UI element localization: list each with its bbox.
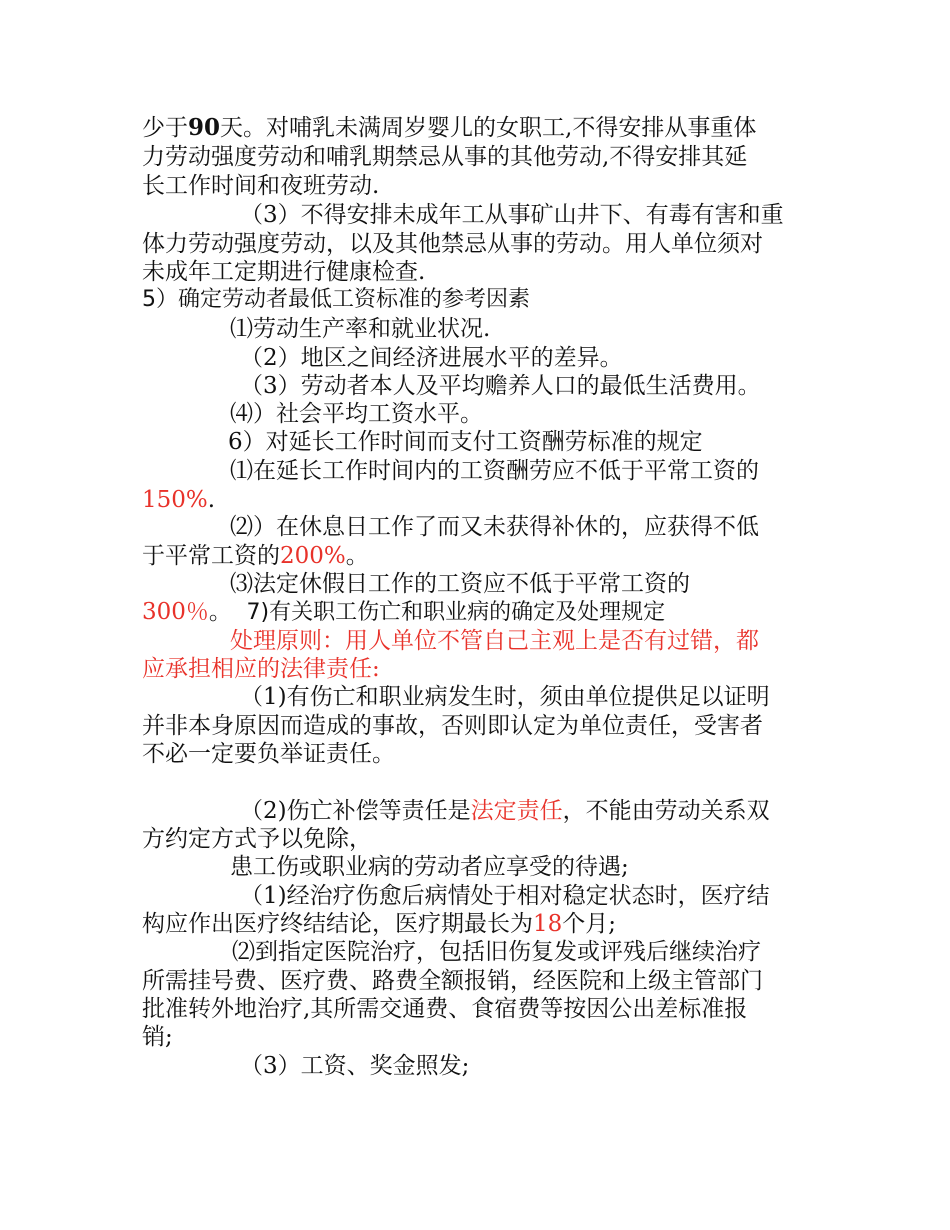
line-16: [142, 542, 369, 570]
line-30: 所需挂号费、医疗费、路费全额报销，经医院和上级主管部门: [142, 968, 763, 994]
highlight-150: 150%: [142, 487, 208, 513]
line-8: ⑴劳动生产率和就业状况.: [230, 316, 491, 342]
text-run: 天。对哺乳未满周岁婴儿的女职工,不得安排从事重体: [220, 115, 757, 141]
line-10: （3）劳动者本人及平均赡养人口的最低生活费用。: [240, 373, 761, 399]
line-26: 患工伤或职业病的劳动者应享受的待遇;: [230, 854, 629, 880]
line-14: [142, 486, 215, 514]
highlight-18: 18: [533, 911, 563, 937]
text-run: 构应作出医疗终结结论，医疗期最长为: [142, 911, 533, 937]
line-9: （2）地区之间经济进展水平的差异。: [240, 345, 623, 371]
line-5: 体力劳动强度劳动，以及其他禁忌从事的劳动。用人单位须对: [142, 231, 763, 257]
line-23: 不必一定要负举证责任。: [142, 741, 395, 767]
line-4: （3）不得安排未成年工从事矿山井下、有毒有害和重: [240, 202, 784, 228]
line-28: [142, 910, 616, 938]
text-run: （2)伤亡补偿等责任是: [240, 798, 471, 824]
section-heading-5: 5）确定劳动者最低工资标准的参考因素: [142, 287, 530, 312]
line-2: 力劳动强度劳动和哺乳期禁忌从事的其他劳动,不得安排其延: [142, 144, 748, 170]
highlight-legal-duty: 法定责任: [470, 798, 563, 824]
line-32: 销;: [142, 1024, 173, 1050]
line-21: （1)有伤亡和职业病发生时，须由单位提供足以证明: [240, 684, 770, 710]
text-run: 。: [208, 599, 232, 625]
line-31: 批准转外地治疗,其所需交通费、食宿费等按因公出差标准报: [142, 996, 748, 1022]
text-run: .: [207, 487, 216, 513]
line-33: （3）工资、奖金照发;: [240, 1053, 470, 1079]
line-12: 6）对延长工作时间而支付工资酬劳标准的规定: [228, 429, 703, 455]
line-27: （1)经治疗伤愈后病情处于相对稳定状态时，医疗结: [240, 883, 770, 909]
highlight-300: 300％: [142, 599, 209, 625]
line-3: 长工作时间和夜班劳动.: [142, 173, 380, 199]
line-17: ⑶法定休假日工作的工资应不低于平常工资的: [230, 571, 690, 597]
highlight-200: 200%: [280, 543, 346, 569]
line-24: [240, 797, 770, 825]
number-90: 90: [188, 114, 221, 141]
section-heading-7: 7)有关职工伤亡和职业病的确定及处理规定: [246, 600, 666, 625]
line-25: 方约定方式予以免除，: [142, 826, 372, 852]
line-29: ⑵到指定医院治疗，包括旧伤复发或评残后继续治疗: [232, 939, 761, 965]
line-11: ⑷）社会平均工资水平。: [230, 401, 483, 427]
text-run: 少于: [142, 115, 188, 141]
text-run: 于平常工资的: [142, 543, 280, 569]
line-18: [142, 598, 665, 626]
line-13: ⑴在延长工作时间内的工资酬劳应不低于平常工资的: [230, 458, 759, 484]
line-20: 应承担相应的法律责任:: [142, 656, 380, 682]
line-19: 处理原则：用人单位不管自己主观上是否有过错，都: [230, 628, 759, 654]
line-1: [142, 114, 756, 142]
line-6: 未成年工定期进行健康检查.: [142, 259, 426, 285]
text-run: ，不能由劳动关系双: [562, 798, 770, 824]
line-15: ⑵）在休息日工作了而又未获得补休的，应获得不低: [230, 514, 759, 540]
text-run: 。: [345, 543, 369, 569]
text-run: 个月;: [562, 911, 617, 937]
line-22: 并非本身原因而造成的事故，否则即认定为单位责任，受害者: [142, 713, 763, 739]
